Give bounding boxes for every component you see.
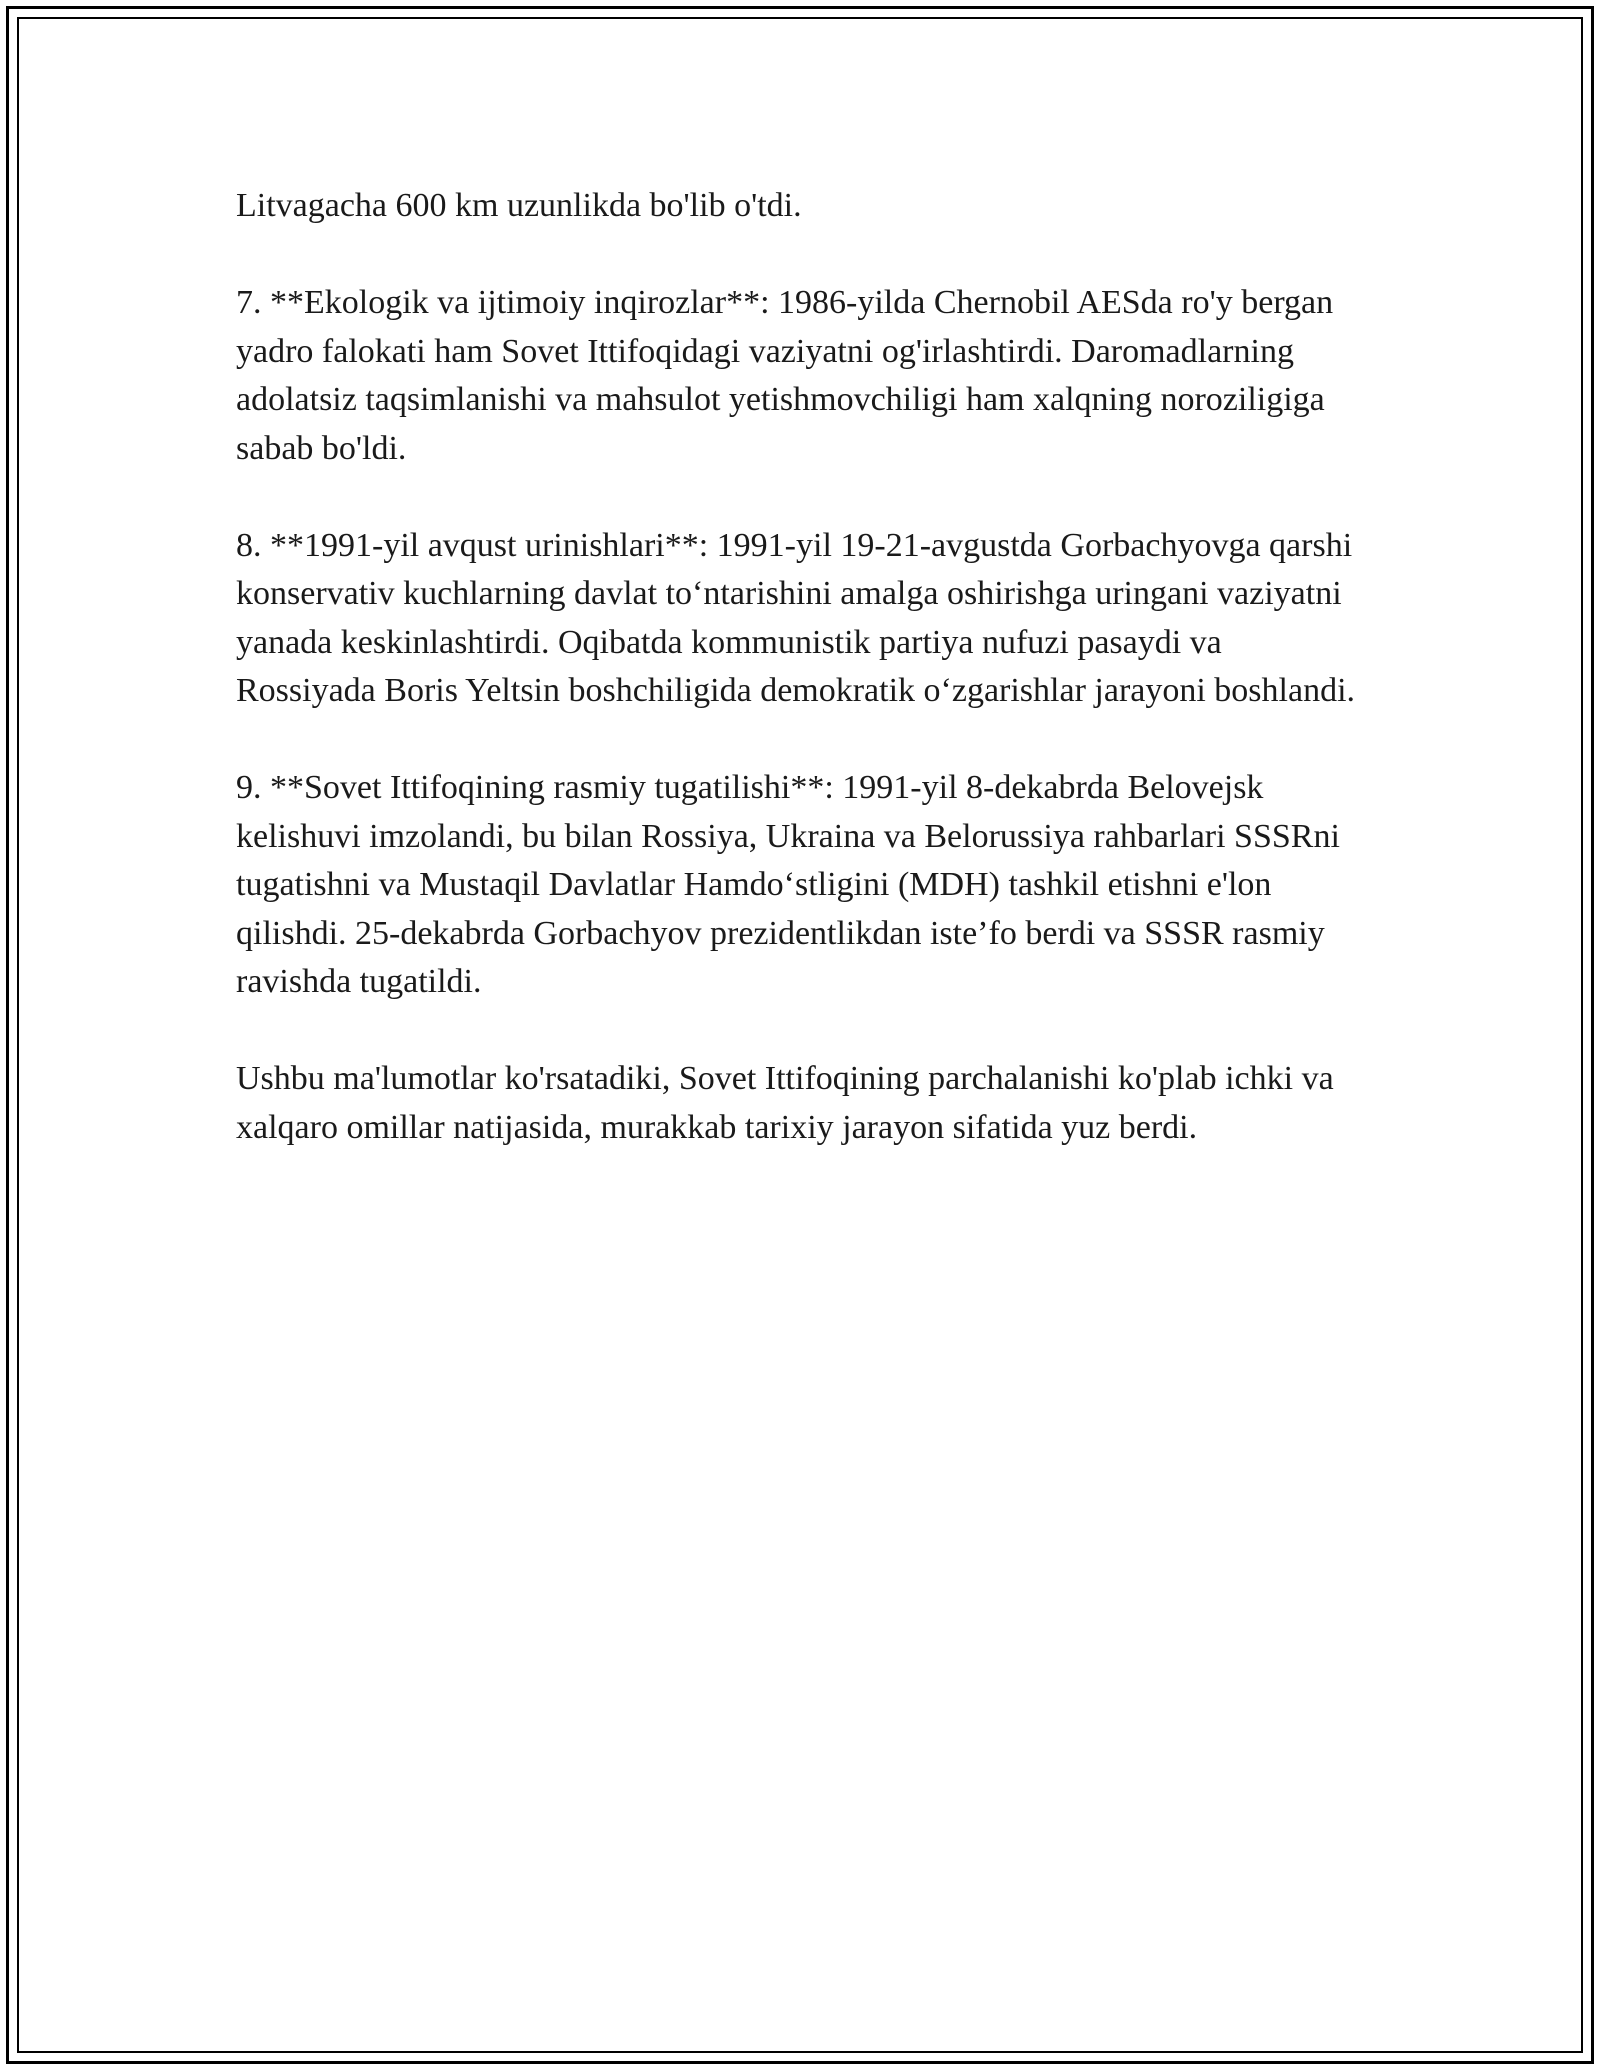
paragraph-item-7: 7. **Ekologik va ijtimoiy inqirozlar**: 1986-yilda Chernobil AESda ro'y bergan yadro falokati ham Sovet Ittifoqidagi vaziyatni og'irlashtirdi. Daromadlarning adolatsiz taqsimlanishi va mahsulot yetishmovchiligi ham xalqning noroziligiga sabab bo'ldi. [236, 284, 1334, 467]
paragraph-conclusion: Ushbu ma'lumotlar ko'rsatadiki, Sovet Ittifoqining parchalanishi ko'plab ichki va xalqaro omillar natijasida, murakkab tarixiy jarayon sifatida yuz berdi. [236, 1060, 1334, 1146]
paragraph-item-8: 8. **1991-yil avqust urinishlari**: 1991-yil 19-21-avgustda Gorbachyovga qarshi konservativ kuchlarning davlat to‘ntarishini amalga oshirishga uringani vaziyatni yanada keskinlashtirdi. Oqibatda kommunistik partiya nufuzi pasaydi va Rossiyada Boris Yeltsin boshchiligida demokratik o‘zgarishlar jarayoni boshlandi. [236, 526, 1356, 709]
paragraph-item-9: 9. **Sovet Ittifoqining rasmiy tugatilishi**: 1991-yil 8-dekabrda Belovejsk kelishuvi imzolandi, bu bilan Rossiya, Ukraina va Belorussiya rahbarlari SSSRni tugatishni va Mustaqil Davlatlar Hamdo‘stligini (MDH) tashkil etishni e'lon qilishdi. 25-dekabrda Gorbachyov prezidentlikdan iste’fo berdi va SSSR rasmiy ravishda tugatildi. [236, 769, 1340, 1000]
document-body [236, 182, 1366, 1201]
paragraph-continuation: Litvagacha 600 km uzunlikda bo'lib o'tdi. [236, 187, 802, 224]
